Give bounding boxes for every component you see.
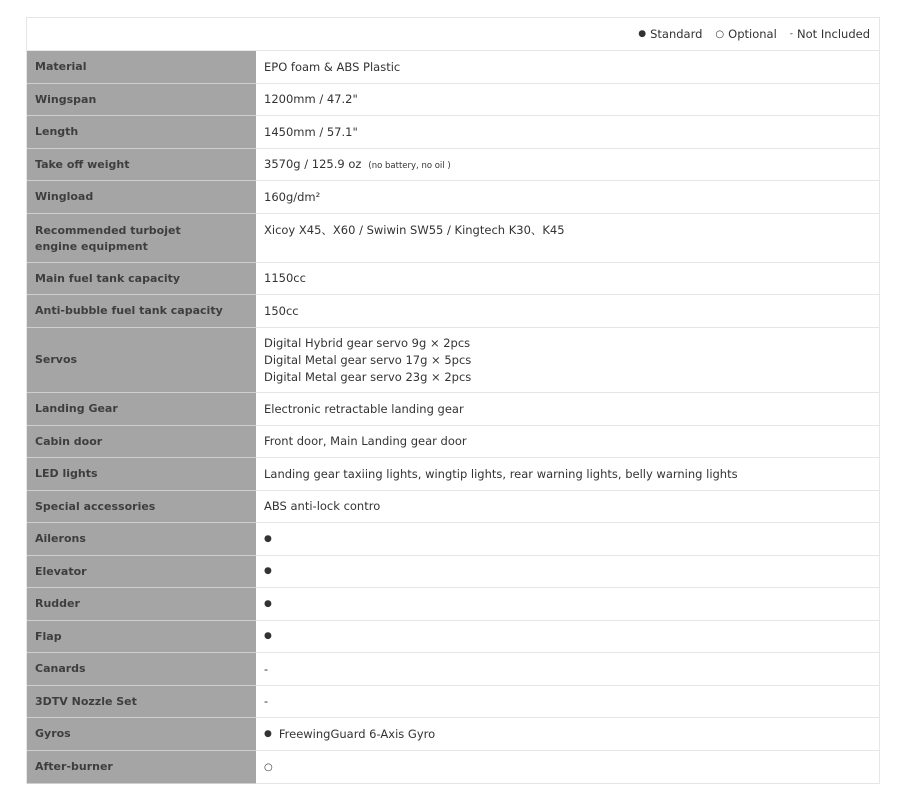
row-value <box>256 149 879 180</box>
row-label: Cabin door <box>27 426 256 458</box>
table-row-wingspan <box>27 84 879 116</box>
table-row-afterburner <box>27 751 879 783</box>
row-value: - <box>264 694 269 708</box>
row-value: 1450mm / 57.1" <box>264 124 358 139</box>
table-row-rudder <box>27 588 879 621</box>
row-value: 160g/dm² <box>264 189 321 204</box>
table-row-takeoff-weight <box>27 149 879 181</box>
row-value: 1200mm / 47.2" <box>264 92 358 106</box>
row-label: Gyros <box>27 718 256 751</box>
legend-optional-label: Optional <box>728 27 777 41</box>
table-row-nozzle <box>27 686 879 718</box>
standard-dot-icon: ● <box>264 728 272 739</box>
row-value: ABS anti-lock contro <box>264 499 381 513</box>
table-row-wingload <box>27 181 879 214</box>
row-label: Material <box>27 51 256 84</box>
row-label: Length <box>27 116 256 149</box>
legend-standard <box>638 27 702 41</box>
row-value: EPO foam & ABS Plastic <box>264 59 401 74</box>
row-label: 3DTV Nozzle Set <box>27 686 256 718</box>
row-value <box>256 588 879 620</box>
row-label: LED lights <box>27 458 256 491</box>
table-row-gyros <box>27 718 879 751</box>
row-value: Electronic retractable landing gear <box>264 401 464 416</box>
table-row-flap <box>27 621 879 653</box>
row-value <box>256 523 879 555</box>
row-value <box>256 328 879 392</box>
legend-not-included-label: Not Included <box>797 27 870 41</box>
table-row-length <box>27 116 879 149</box>
row-value: Front door, Main Landing gear door <box>264 434 467 448</box>
gyro-name: FreewingGuard 6-Axis Gyro <box>278 726 436 741</box>
legend-optional <box>715 27 776 41</box>
row-label: Special accessories <box>27 491 256 523</box>
standard-dot-icon: ● <box>264 566 272 576</box>
spec-table <box>26 17 880 784</box>
table-row-led-lights <box>27 458 879 491</box>
table-row-material <box>27 51 879 84</box>
engine-label-line2: engine equipment <box>35 240 148 253</box>
takeoff-weight-note: (no battery, no oil ) <box>368 161 451 171</box>
standard-dot-icon: ● <box>264 631 272 641</box>
table-row-special <box>27 491 879 523</box>
servo-line: Digital Hybrid gear servo 9g × 2pcs <box>264 335 471 350</box>
table-row-elevator <box>27 556 879 588</box>
row-value <box>256 718 879 750</box>
servo-line: Digital Metal gear servo 23g × 2pcs <box>264 369 472 384</box>
table-row-landing-gear <box>27 393 879 426</box>
standard-dot-icon: ● <box>638 29 647 39</box>
row-label: Servos <box>27 328 256 393</box>
row-value <box>256 556 879 587</box>
not-included-dash-icon: - <box>789 29 794 39</box>
table-row-engine <box>27 214 879 263</box>
standard-dot-icon: ● <box>264 533 272 544</box>
row-label: Ailerons <box>27 523 256 556</box>
row-label: Canards <box>27 653 256 686</box>
table-row-canards <box>27 653 879 686</box>
row-label: Rudder <box>27 588 256 621</box>
row-value: Xicoy X45、X60 / Swiwin SW55 / Kingtech K30、K45 <box>264 223 565 237</box>
row-label: Wingspan <box>27 84 256 116</box>
row-value: Landing gear taxiing lights, wingtip lights, rear warning lights, belly warning lights <box>264 466 738 481</box>
row-label: Flap <box>27 621 256 653</box>
table-row-anti-bubble <box>27 295 879 328</box>
takeoff-weight-value: 3570g / 125.9 oz <box>264 157 362 171</box>
row-value: - <box>264 661 269 676</box>
table-row-main-fuel <box>27 263 879 295</box>
row-value <box>256 621 879 652</box>
table-row-cabin-door <box>27 426 879 458</box>
row-label: Take off weight <box>27 149 256 181</box>
servo-line: Digital Metal gear servo 17g × 5pcs <box>264 352 472 367</box>
optional-circle-icon: ○ <box>264 761 273 773</box>
legend-standard-label: Standard <box>650 27 703 41</box>
optional-circle-icon: ○ <box>715 28 725 40</box>
row-label <box>27 214 256 263</box>
standard-dot-icon: ● <box>264 598 272 609</box>
row-label: After-burner <box>27 751 256 784</box>
legend <box>27 18 879 51</box>
table-row-ailerons <box>27 523 879 556</box>
table-row-servos <box>27 328 879 393</box>
row-value: 150cc <box>264 303 299 318</box>
row-label: Main fuel tank capacity <box>27 263 256 295</box>
row-label: Landing Gear <box>27 393 256 426</box>
row-value <box>256 751 879 783</box>
row-label: Elevator <box>27 556 256 588</box>
row-value: 1150cc <box>264 271 306 285</box>
legend-not-included <box>790 27 870 41</box>
row-label: Wingload <box>27 181 256 214</box>
engine-label-line1: Recommended turbojet <box>35 224 181 237</box>
row-label: Anti-bubble fuel tank capacity <box>27 295 256 328</box>
